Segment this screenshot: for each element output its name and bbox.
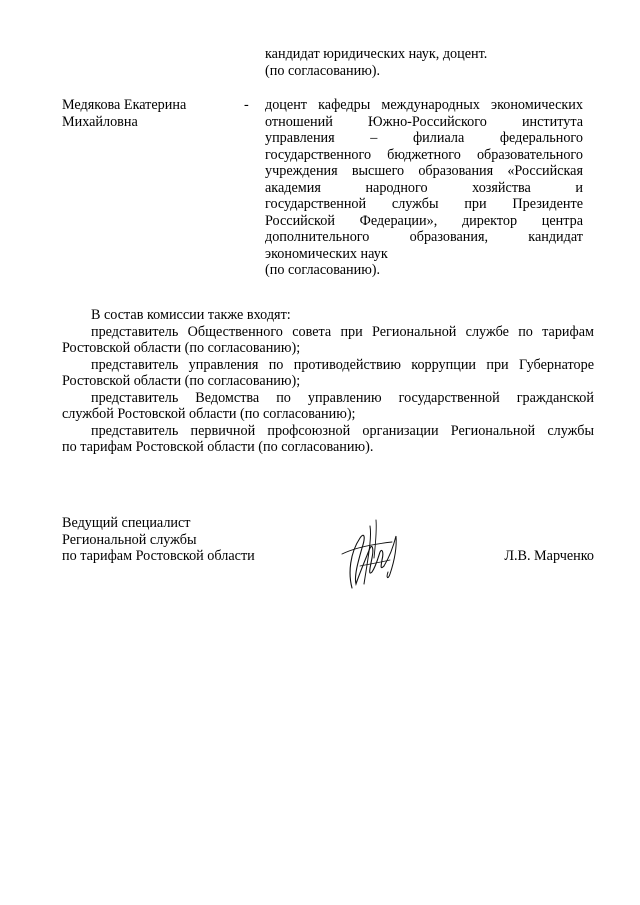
composition-item <box>62 357 594 390</box>
composition-item-text: Ростовской области (по согласованию); <box>62 373 301 389</box>
description-line: доцент кафедры международных экономических <box>265 97 583 113</box>
member-name-line: Михайловна <box>62 113 138 130</box>
description-line: учреждения высшего образования «Российская <box>265 163 583 179</box>
signer-position-line: Региональной службы <box>62 531 197 548</box>
composition-item-text: представитель управления по противодействию коррупции при Губернаторе <box>91 356 594 373</box>
composition-item-text: службой Ростовской области (по согласованию); <box>62 406 356 422</box>
composition-item-text: по тарифам Ростовской области (по согласованию). <box>62 439 374 455</box>
composition-item-text: представитель Ведомства по управлению государственной гражданской <box>91 389 594 406</box>
description-line: экономических наук <box>265 245 388 262</box>
composition-item-text: представитель первичной профсоюзной организации Региональной службы <box>91 422 594 439</box>
description-line: управления – филиала федерального <box>265 130 583 146</box>
approval-note: (по согласованию). <box>265 262 381 278</box>
member-name <box>62 97 186 130</box>
signer-position <box>62 515 255 565</box>
description-line: отношений Южно-Российского института <box>265 113 583 130</box>
commission-composition <box>62 307 594 456</box>
name-dash: - <box>244 97 249 113</box>
description-line: государственной службы при Президенте <box>265 196 583 212</box>
signer-position-line: по тарифам Ростовской области <box>62 548 255 564</box>
composition-item-text: представитель Общественного совета при Региональной службе по тарифам <box>91 323 594 340</box>
composition-item-text: Ростовской области (по согласованию); <box>62 340 301 356</box>
handwritten-signature-icon <box>330 518 410 590</box>
text-line: (по согласованию). <box>265 62 381 79</box>
description-line: академия народного хозяйства и <box>265 179 583 196</box>
composition-intro: В состав комиссии также входят: <box>91 307 291 323</box>
composition-item <box>62 390 594 423</box>
text-line: кандидат юридических наук, доцент. <box>265 46 488 62</box>
signer-name: Л.В. Марченко <box>504 548 594 564</box>
description-line: государственного бюджетного образовательного <box>265 146 583 163</box>
description-line: дополнительного образования, кандидат <box>265 229 583 245</box>
member-name-line: Медякова Екатерина <box>62 97 187 113</box>
member-description <box>265 97 583 279</box>
previous-member-tail <box>265 46 583 79</box>
description-line: Российской Федерации», директор центра <box>265 212 583 229</box>
composition-item <box>62 423 594 456</box>
signer-position-line: Ведущий специалист <box>62 515 191 531</box>
composition-item <box>62 324 594 357</box>
